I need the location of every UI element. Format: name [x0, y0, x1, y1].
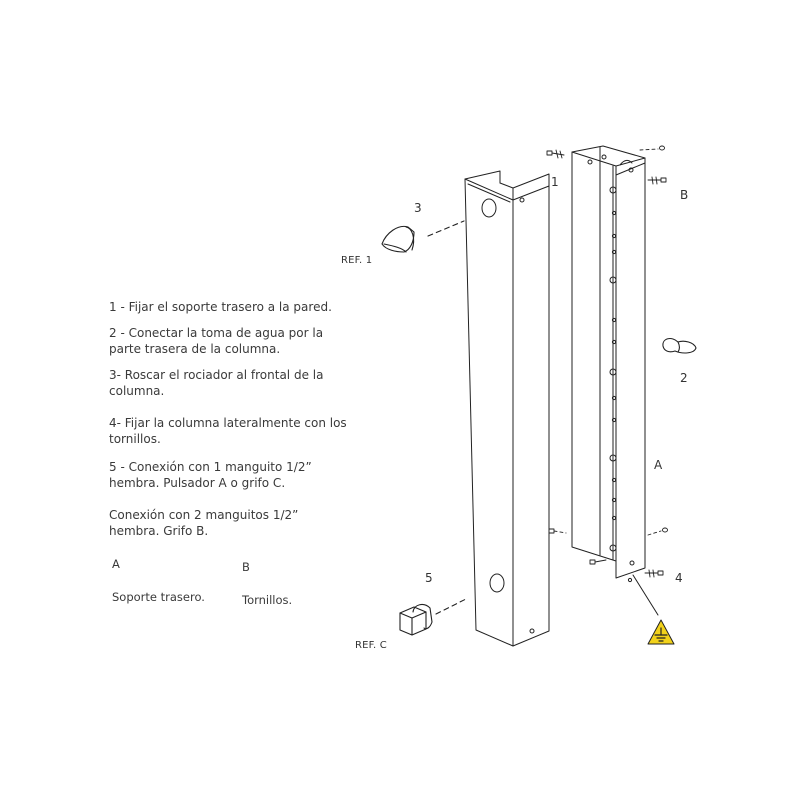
screw-mid-right — [648, 528, 668, 535]
screw-bottom-right — [645, 570, 663, 577]
legend-a-text: Soporte trasero. — [112, 590, 205, 604]
ground-warning-icon — [648, 620, 674, 644]
instruction-6: Conexión con 2 manguitos 1/2” hembra. Grifo B. — [109, 508, 299, 538]
callout-2: 2 — [680, 371, 688, 385]
warning-leader-line — [633, 575, 658, 615]
instruction-2: 2 - Conectar la toma de agua por la parte trasera de la columna. — [109, 326, 324, 356]
legend-b-text: Tornillos. — [242, 593, 293, 607]
callout-5: 5 — [425, 571, 433, 585]
valve-ref-c — [400, 598, 468, 635]
front-column — [465, 171, 549, 646]
ref-c-label: REF. C — [355, 640, 387, 651]
instruction-1: 1 - Fijar el soporte trasero a la pared. — [109, 300, 332, 314]
legend-a-letter: A — [112, 557, 120, 571]
side-panel — [616, 163, 645, 582]
sprayer-ref1 — [382, 221, 464, 252]
instruction-5: 5 - Conexión con 1 manguito 1/2” hembra. Pulsador A o grifo C. — [109, 460, 312, 490]
screw-bottom-left — [590, 560, 606, 564]
callout-4: 4 — [675, 571, 683, 585]
screw-top-right — [640, 146, 665, 150]
ref-1-label: REF. 1 — [341, 255, 373, 266]
connector-2 — [663, 339, 696, 353]
screw-mid-left — [549, 529, 566, 533]
screw-b-upper — [648, 177, 666, 184]
callout-1: 1 — [551, 175, 559, 189]
legend-b-letter: B — [242, 560, 250, 574]
callout-b: B — [680, 188, 689, 202]
callout-a: A — [654, 458, 663, 472]
instruction-4: 4- Fijar la columna lateralmente con los tornillos. — [109, 416, 347, 446]
callout-3: 3 — [414, 201, 422, 215]
screw-top-left — [547, 150, 564, 158]
instruction-3: 3- Roscar el rociador al frontal de la columna. — [109, 368, 324, 398]
